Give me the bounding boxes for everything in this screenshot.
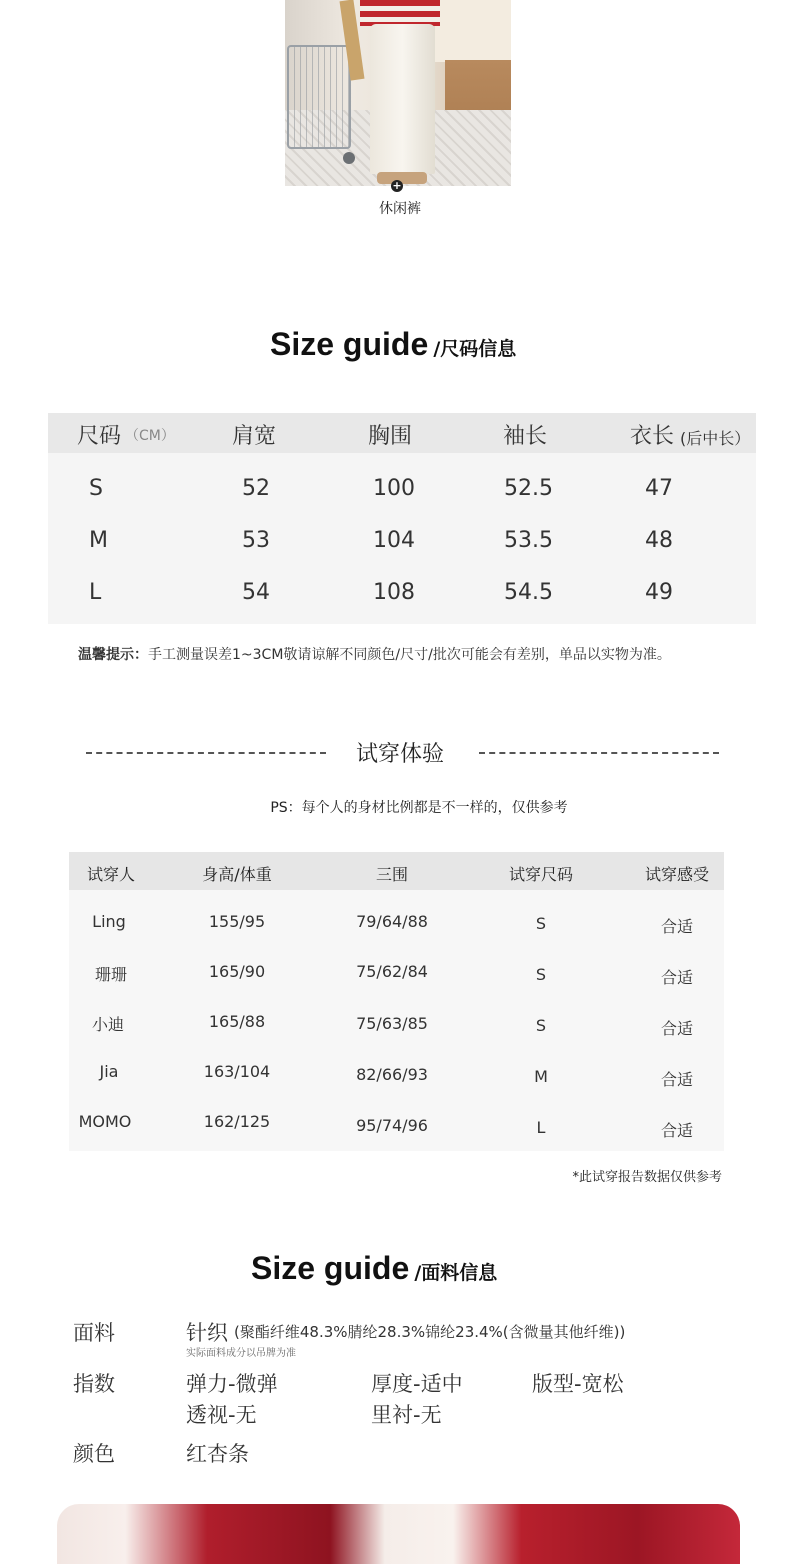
fabric-guide-heading xyxy=(251,1250,497,1287)
tryon-row-5-bwh: 95/74/96 xyxy=(356,1116,428,1135)
size-row-1-chest: 100 xyxy=(373,476,415,501)
size-guide-subtitle: /尺码信息 xyxy=(433,338,517,360)
tryon-row-3-bwh: 75/63/85 xyxy=(356,1014,428,1033)
tryon-row-3-size: S xyxy=(535,1016,547,1035)
color-label: 颜色 xyxy=(73,1442,115,1466)
tryon-title: 试穿体验 xyxy=(355,742,444,767)
index-transparency: 透视-无 xyxy=(186,1403,257,1427)
photo-shelf xyxy=(435,0,511,62)
tryon-header-person: 试穿人 xyxy=(86,865,136,884)
size-row-3-shoulder: 54 xyxy=(242,580,270,605)
fabric-label: 面料 xyxy=(73,1321,115,1345)
size-table xyxy=(48,413,756,624)
tryon-ps-note: PS：每个人的身材比例都是不一样的，仅供参考 xyxy=(270,800,568,816)
index-fit: 版型-宽松 xyxy=(532,1372,624,1396)
photo-sweater xyxy=(360,0,440,26)
size-row-1-size: S xyxy=(89,476,103,501)
tryon-row-2-hw: 165/90 xyxy=(208,962,266,981)
tryon-row-4-size: M xyxy=(534,1067,548,1086)
product-photo-casual-pants xyxy=(285,0,511,186)
tryon-row-4-feel: 合适 xyxy=(660,1070,694,1089)
tryon-header-height-weight: 身高/体重 xyxy=(202,865,272,884)
header-chest: 胸围 xyxy=(368,424,413,449)
size-guide-title: Size guide xyxy=(270,326,429,362)
size-row-3-chest: 108 xyxy=(373,580,415,605)
index-elasticity: 弹力-微弹 xyxy=(186,1372,278,1396)
fabric-guide-subtitle: /面料信息 xyxy=(414,1262,498,1284)
tryon-row-5-name: MOMO xyxy=(78,1112,132,1131)
fabric-main: 针织 xyxy=(186,1321,228,1345)
product-caption: 休闲裤 xyxy=(379,201,421,217)
tryon-row-2-size: S xyxy=(535,965,547,984)
fabric-small-note: 实际面料成分以吊牌为准 xyxy=(186,1348,296,1359)
tryon-row-3-name: 小迪 xyxy=(91,1015,125,1034)
notice-text: 手工测量误差1~3CM敬请谅解不同颜色/尺寸/批次可能会有差别，单品以实物为准。 xyxy=(148,647,671,663)
dash-divider-right xyxy=(479,752,719,754)
tryon-row-2-feel: 合适 xyxy=(660,968,694,987)
fabric-guide-title: Size guide xyxy=(251,1250,410,1286)
photo-pants xyxy=(370,24,435,174)
size-guide-heading xyxy=(270,326,516,363)
index-thickness: 厚度-适中 xyxy=(371,1372,463,1396)
tryon-header-size: 试穿尺码 xyxy=(508,865,574,884)
size-row-2-chest: 104 xyxy=(373,528,415,553)
header-size-unit: （CM） xyxy=(125,428,175,444)
tryon-row-1-hw: 155/95 xyxy=(208,912,266,931)
notice-label: 温馨提示： xyxy=(78,647,148,663)
header-length: 衣长 xyxy=(630,424,675,449)
tryon-row-2-bwh: 75/62/84 xyxy=(356,962,428,981)
size-row-2-shoulder: 53 xyxy=(242,528,270,553)
size-row-2-sleeve: 53.5 xyxy=(504,528,553,553)
header-length-note: (后中长） xyxy=(680,429,751,448)
size-row-3-sleeve: 54.5 xyxy=(504,580,553,605)
photo-cart xyxy=(287,45,351,149)
tryon-row-4-name: Jia xyxy=(99,1062,119,1081)
size-notice xyxy=(78,644,671,664)
tryon-row-1-size: S xyxy=(535,914,547,933)
tryon-row-1-feel: 合适 xyxy=(660,917,694,936)
tryon-row-5-size: L xyxy=(536,1118,546,1137)
plus-icon[interactable]: + xyxy=(392,179,402,192)
size-row-2-length: 48 xyxy=(645,528,673,553)
size-row-1-sleeve: 52.5 xyxy=(504,476,553,501)
fabric-detail: (聚酯纤维48.3%腈纶28.3%锦纶23.4%(含微量其他纤维)) xyxy=(234,1323,626,1341)
tryon-row-5-feel: 合适 xyxy=(660,1121,694,1140)
size-row-1-length: 47 xyxy=(645,476,673,501)
tryon-row-1-name: Ling xyxy=(92,912,126,931)
product-photo-sweater-closeup xyxy=(57,1504,740,1564)
tryon-row-1-bwh: 79/64/88 xyxy=(356,912,428,931)
index-label: 指数 xyxy=(73,1372,115,1396)
tryon-row-3-feel: 合适 xyxy=(660,1019,694,1038)
tryon-report-note: *此试穿报告数据仅供参考 xyxy=(572,1170,722,1185)
photo-cart-wheel xyxy=(343,152,355,164)
header-size: 尺码 xyxy=(77,424,122,449)
size-row-3-length: 49 xyxy=(645,580,673,605)
tryon-row-5-hw: 162/125 xyxy=(203,1112,271,1131)
tryon-row-3-hw: 165/88 xyxy=(208,1012,266,1031)
tryon-table xyxy=(69,852,724,1151)
size-row-3-size: L xyxy=(89,580,102,605)
tryon-header-measurements: 三围 xyxy=(375,865,409,884)
tryon-row-4-hw: 163/104 xyxy=(203,1062,271,1081)
header-shoulder: 肩宽 xyxy=(232,424,277,449)
tryon-row-4-bwh: 82/66/93 xyxy=(356,1065,428,1084)
size-row-2-size: M xyxy=(89,528,108,553)
tryon-row-2-name: 珊珊 xyxy=(94,965,128,984)
color-value: 红杏条 xyxy=(186,1442,249,1466)
size-row-1-shoulder: 52 xyxy=(242,476,270,501)
tryon-header-feel: 试穿感受 xyxy=(644,865,710,884)
index-lining: 里衬-无 xyxy=(371,1403,442,1427)
header-sleeve: 袖长 xyxy=(503,424,548,449)
